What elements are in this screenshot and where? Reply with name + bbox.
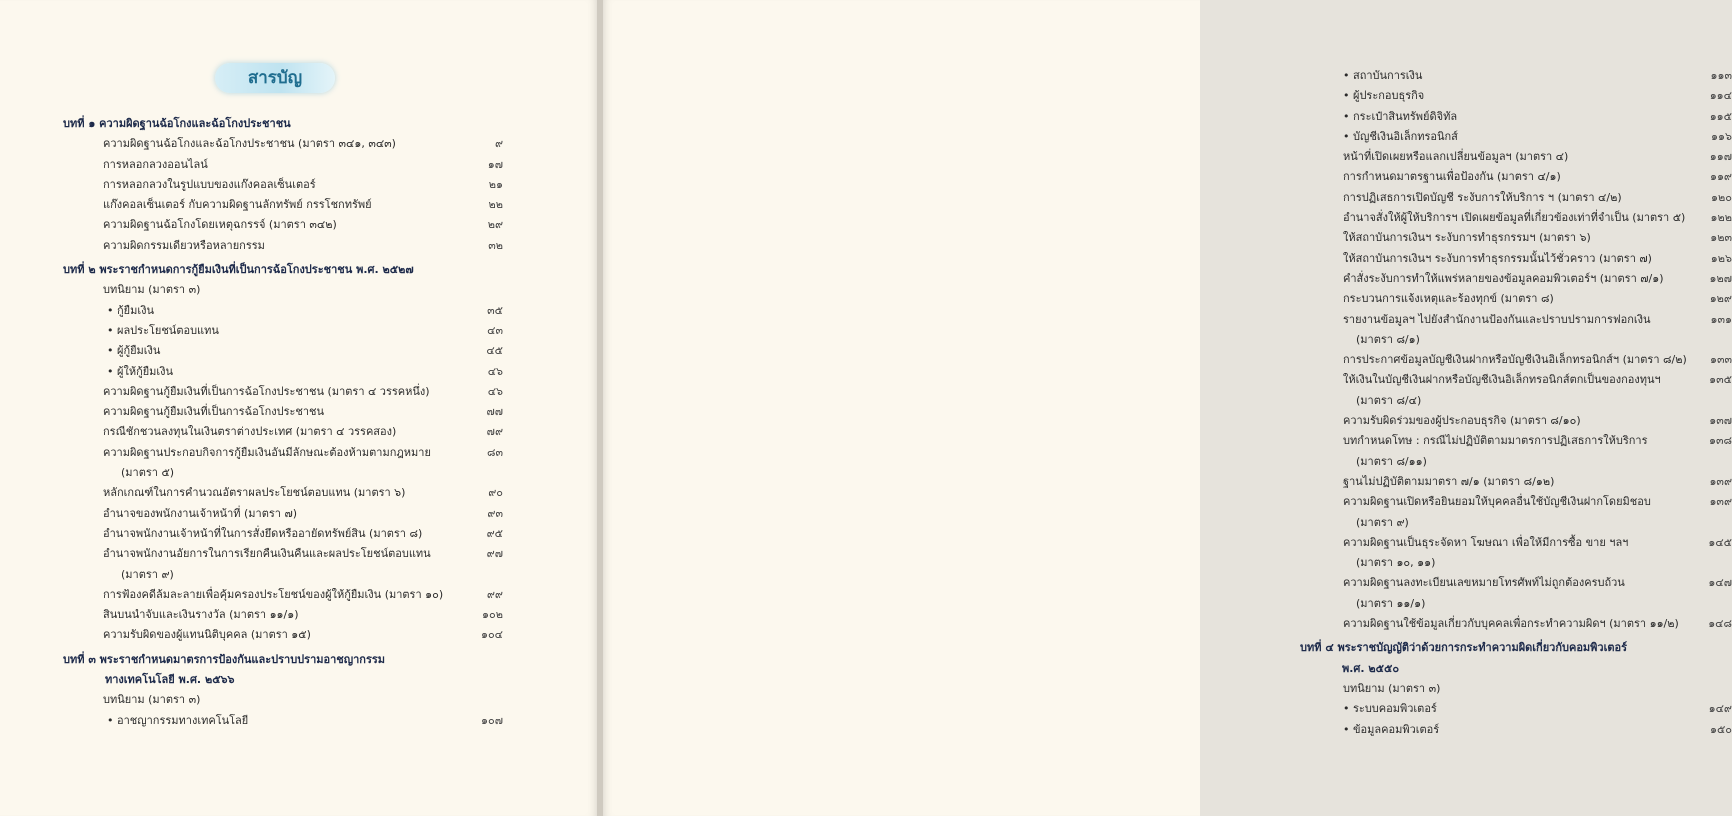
- toc-entry-page: ๑๒๙: [1709, 292, 1732, 306]
- toc-entry: [1300, 167, 1732, 187]
- toc-entry: [1300, 513, 1732, 533]
- toc-entry-title: บทนิยาม (มาตรา ๓): [103, 693, 201, 707]
- toc-entry: [1300, 66, 1732, 86]
- toc-entry: [63, 362, 503, 382]
- toc-entry-title: กระบวนการแจ้งเหตุและร้องทุกข์ (มาตรา ๘): [1343, 292, 1554, 306]
- toc-entry-title: ความผิดฐานใช้ข้อมูลเกี่ยวกับบุคคลเพื่อกระทำความผิดฯ (มาตรา ๑๑/๒): [1343, 617, 1679, 631]
- toc-entry-title: (มาตรา ๘/๔): [1356, 393, 1422, 407]
- toc-entry-title: ทางเทคโนโลยี พ.ศ. ๒๕๖๖: [105, 673, 235, 687]
- toc-entry-title: การกำหนดมาตรฐานเพื่อป้องกัน (มาตรา ๔/๑): [1343, 170, 1561, 184]
- toc-entry-title: รายงานข้อมูลฯ ไปยังสำนักงานป้องกันและปราบปรามการฟอกเงิน: [1343, 312, 1651, 326]
- toc-entry-page: ๓๕: [487, 303, 503, 317]
- toc-entry: [63, 585, 503, 605]
- toc-entry-page: ๑๒๓: [1710, 231, 1732, 245]
- toc-entry-title: ความรับผิดของผู้แทนนิติบุคคล (มาตรา ๑๕): [103, 628, 311, 642]
- toc-entry: [63, 155, 503, 175]
- toc-entry: [1300, 208, 1732, 228]
- toc-entry: [1300, 391, 1732, 411]
- toc-entry: [63, 195, 503, 215]
- toc-entry-page: ๑๗: [487, 157, 503, 171]
- toc-entry-title: ความผิดฐานกู้ยืมเงินที่เป็นการฉ้อโกงประชาชน: [103, 405, 325, 419]
- toc-entry-title: คำสั่งระงับการทำให้แพร่หลายของข้อมูลคอมพิวเตอร์ฯ (มาตรา ๗/๑): [1343, 271, 1664, 285]
- toc-entry-title: ความผิดฐานเปิดหรือยินยอมให้บุคคลอื่นใช้บัญชีเงินฝากโดยมิชอบ: [1343, 495, 1651, 509]
- toc-entry-title: สินบนนำจับและเงินรางวัล (มาตรา ๑๑/๑): [103, 608, 299, 622]
- left-page: [0, 0, 597, 816]
- toc-entry: [63, 711, 503, 731]
- toc-entry: [63, 134, 503, 154]
- toc-entry-title: อำนาจของพนักงานเจ้าหน้าที่ (มาตรา ๗): [103, 506, 298, 520]
- toc-entry-page: ๑๓๗: [1709, 414, 1732, 428]
- toc-entry-page: ๙๓: [487, 506, 503, 520]
- toc-entry-title: บทที่ ๔ พระราชบัญญัติว่าด้วยการกระทำความผิดเกี่ยวกับคอมพิวเตอร์: [1300, 641, 1628, 655]
- toc-entry-page: ๒๑: [488, 177, 503, 191]
- toc-entry: [63, 341, 503, 361]
- toc-entry: [63, 280, 503, 300]
- toc-entry-page: ๑๓๘: [1709, 434, 1732, 448]
- toc-entry: [63, 524, 503, 544]
- toc-chapter: [63, 114, 503, 134]
- toc-entry-title: • กระเป๋าสินทรัพย์ดิจิทัล: [1343, 107, 1696, 127]
- toc-entry: [1300, 330, 1732, 350]
- toc-entry-title: แก๊งคอลเซ็นเตอร์ กับความผิดฐานลักทรัพย์ กรรโชกทรัพย์: [103, 198, 372, 212]
- toc-entry: [63, 544, 503, 564]
- toc-entry-title: (มาตรา ๙): [121, 567, 174, 581]
- toc-entry-page: ๑๒๗: [1709, 271, 1732, 285]
- toc-entry: [1300, 573, 1732, 593]
- toc-entry: [63, 215, 503, 235]
- toc-entry: [63, 422, 503, 442]
- toc-entry-title: (มาตรา ๑๑/๑): [1356, 596, 1426, 610]
- toc-entry: [63, 690, 503, 710]
- toc-entry-page: ๑๓๙: [1709, 495, 1732, 509]
- toc-entry-title: • อาชญากรรมทางเทคโนโลยี: [107, 711, 467, 731]
- toc-entry: [1300, 350, 1732, 370]
- toc-entry-title: • บัญชีเงินอิเล็กทรอนิกส์: [1343, 127, 1696, 147]
- toc-entry: [1300, 269, 1732, 289]
- toc-entry-title: บทกำหนดโทษ : กรณีไม่ปฏิบัติตามมาตรการปฏิเสธการให้บริการ: [1343, 434, 1648, 448]
- toc-chapter: [1300, 638, 1732, 658]
- toc-entry: [63, 605, 503, 625]
- toc-entry: [63, 565, 503, 585]
- toc-entry-title: ความผิดฐานลงทะเบียนเลขหมายโทรศัพท์ไม่ถูกต้องครบถ้วน: [1343, 576, 1625, 590]
- toc-entry-title: การหลอกลวงในรูปแบบของแก๊งคอลเซ็นเตอร์: [103, 177, 316, 191]
- toc-entry-title: อำนาจพนักงานเจ้าหน้าที่ในการสั่งยึดหรืออายัดทรัพย์สิน (มาตรา ๘): [103, 526, 423, 540]
- toc-entry-title: บทที่ ๒ พระราชกำหนดการกู้ยืมเงินที่เป็นการฉ้อโกงประชาชน พ.ศ. ๒๕๒๗: [63, 263, 414, 277]
- toc-entry-title: การปฏิเสธการเปิดบัญชี ระงับการให้บริการ ฯ (มาตรา ๔/๒): [1343, 190, 1622, 204]
- toc-entry: [63, 625, 503, 645]
- toc-list-left: [63, 110, 503, 731]
- toc-entry-title: บทที่ ๑ ความผิดฐานฉ้อโกงและฉ้อโกงประชาชน: [63, 117, 291, 130]
- toc-entry-title: ความผิดฐานประกอบกิจการกู้ยืมเงินอันมีลักษณะต้องห้ามตามกฎหมาย: [103, 445, 431, 459]
- toc-entry-page: ๑๒๐: [1711, 190, 1732, 204]
- toc-entry: [1300, 679, 1732, 699]
- toc-entry-title: ความผิดฐานฉ้อโกงและฉ้อโกงประชาชน (มาตรา ๓๔๑, ๓๔๓): [103, 137, 396, 151]
- toc-entry: [1300, 127, 1732, 147]
- toc-chapter: [63, 670, 503, 690]
- toc-entry: [1300, 86, 1732, 106]
- toc-entry: [63, 443, 503, 463]
- toc-chapter: [63, 650, 503, 670]
- toc-entry-title: ความรับผิดร่วมของผู้ประกอบธุรกิจ (มาตรา ๘/๑๐): [1343, 414, 1581, 428]
- toc-entry: [1300, 472, 1732, 492]
- toc-entry-page: ๑๐๗: [481, 713, 503, 727]
- toc-entry-title: (มาตรา ๘/๑): [1356, 332, 1420, 346]
- toc-entry-title: ให้สถาบันการเงินฯ ระงับการทำธุรกรรมฯ (มาตรา ๖): [1343, 231, 1591, 245]
- toc-entry-title: พ.ศ. ๒๕๕๐: [1342, 661, 1400, 675]
- toc-entry: [1300, 699, 1732, 719]
- toc-chapter: [1300, 659, 1732, 679]
- toc-entry-page: ๗๙: [486, 425, 503, 439]
- toc-entry-page: ๑๒๖: [1710, 251, 1732, 265]
- toc-entry-title: อำนาจสั่งให้ผู้ให้บริการฯ เปิดเผยข้อมูลที่เกี่ยวข้องเท่าที่จำเป็น (มาตรา ๕): [1343, 211, 1686, 225]
- toc-entry-page: ๙๙: [486, 587, 503, 601]
- toc-entry-title: ให้เงินในบัญชีเงินฝากหรือบัญชีเงินอิเล็กทรอนิกส์ตกเป็นของกองทุนฯ: [1343, 373, 1661, 387]
- toc-entry-page: ๔๕: [486, 344, 503, 358]
- toc-entry: [63, 463, 503, 483]
- toc-entry-page: ๑๑๕: [1709, 109, 1732, 123]
- toc-entry-page: ๙๕: [486, 526, 503, 540]
- toc-entry-page: ๔๖: [487, 364, 503, 378]
- toc-entry-page: ๓๒: [488, 238, 503, 252]
- toc-entry-title: ความผิดฐานกู้ยืมเงินที่เป็นการฉ้อโกงประชาชน (มาตรา ๔ วรรคหนึ่ง): [103, 384, 430, 398]
- toc-entry-title: • ผู้ประกอบธุรกิจ: [1343, 86, 1696, 106]
- toc-entry-title: • ผลประโยชน์ตอบแทน: [107, 321, 467, 341]
- toc-entry-title: ความผิดกรรมเดียวหรือหลายกรรม: [103, 238, 265, 252]
- toc-entry-page: ๒๒: [488, 198, 503, 212]
- toc-entry-title: • ผู้กู้ยืมเงิน: [107, 341, 467, 361]
- toc-entry: [63, 236, 503, 256]
- toc-entry-page: ๗๗: [486, 405, 503, 419]
- toc-entry-page: ๙๗: [486, 547, 503, 561]
- toc-entry-title: (มาตรา ๕): [121, 466, 175, 480]
- toc-entry: [1300, 614, 1732, 634]
- toc-entry-page: ๑๑๓: [1710, 69, 1732, 82]
- toc-entry: [1300, 431, 1732, 451]
- toc-entry: [1300, 411, 1732, 431]
- toc-entry-title: หน้าที่เปิดเผยหรือแลกเปลี่ยนข้อมูลฯ (มาตรา ๔): [1343, 150, 1569, 164]
- toc-entry-page: ๑๓๓: [1709, 353, 1732, 367]
- toc-entry: [63, 504, 503, 524]
- toc-entry-title: การฟ้องคดีล้มละลายเพื่อคุ้มครองประโยชน์ของผู้ให้กู้ยืมเงิน (มาตรา ๑๐): [103, 587, 444, 601]
- toc-entry-title: หลักเกณฑ์ในการคำนวณอัตราผลประโยชน์ตอบแทน (มาตรา ๖): [103, 486, 406, 500]
- toc-entry-title: • กู้ยืมเงิน: [107, 301, 467, 321]
- toc-entry: [1300, 720, 1732, 740]
- toc-entry: [1300, 147, 1732, 167]
- toc-entry-page: ๘๓: [486, 445, 503, 459]
- toc-entry: [1300, 188, 1732, 208]
- toc-entry: [1300, 533, 1732, 553]
- toc-entry: [1300, 228, 1732, 248]
- toc-entry: [1300, 553, 1732, 573]
- toc-entry-page: ๔๖: [487, 384, 503, 398]
- toc-title: สารบัญ: [215, 63, 335, 93]
- toc-entry: [63, 301, 503, 321]
- toc-entry-title: การหลอกลวงออนไลน์: [103, 157, 208, 171]
- toc-entry: [1300, 310, 1732, 330]
- toc-entry-page: ๑๔๕: [1708, 535, 1732, 549]
- toc-entry-title: ฐานไม่ปฏิบัติตามมาตรา ๗/๑ (มาตรา ๘/๑๒): [1343, 474, 1555, 488]
- toc-entry-page: ๑๑๗: [1709, 150, 1732, 164]
- toc-entry-title: • ข้อมูลคอมพิวเตอร์: [1343, 720, 1696, 740]
- toc-entry-title: ความผิดฐานเป็นธุระจัดหา โฆษณา เพื่อให้มีการซื้อ ขาย ฯลฯ: [1343, 535, 1629, 549]
- toc-entry: [1300, 370, 1732, 390]
- toc-entry-page: ๙๐: [488, 486, 503, 500]
- toc-entry: [1300, 452, 1732, 472]
- toc-entry: [1300, 249, 1732, 269]
- toc-entry: [63, 483, 503, 503]
- toc-entry-title: • สถาบันการเงิน: [1343, 66, 1696, 86]
- toc-entry-title: • ระบบคอมพิวเตอร์: [1343, 699, 1696, 719]
- toc-entry-page: ๑๕๐: [1709, 722, 1732, 736]
- toc-entry: [1300, 289, 1732, 309]
- toc-chapter: [63, 260, 503, 280]
- toc-entry-title: (มาตรา ๙): [1356, 515, 1409, 529]
- toc-entry-page: ๑๓๑: [1710, 312, 1732, 326]
- toc-entry: [63, 321, 503, 341]
- toc-entry-page: ๑๔๗: [1708, 576, 1732, 590]
- toc-entry-page: ๒๙: [487, 218, 503, 232]
- toc-entry: [63, 175, 503, 195]
- toc-entry-title: (มาตรา ๑๐, ๑๑): [1356, 556, 1436, 570]
- toc-list-right: [1300, 66, 1732, 740]
- toc-entry-page: ๑๓๙: [1709, 474, 1732, 488]
- toc-entry-page: ๑๑๔: [1709, 89, 1732, 103]
- toc-entry-page: ๑๔๘: [1708, 617, 1732, 631]
- toc-entry-page: ๑๔๙: [1708, 702, 1732, 716]
- toc-entry-title: บทนิยาม (มาตรา ๓): [1343, 681, 1441, 695]
- toc-entry-page: ๑๒๒: [1710, 211, 1732, 225]
- toc-entry: [63, 402, 503, 422]
- toc-entry-page: ๑๑๙: [1709, 170, 1732, 184]
- toc-entry: [1300, 492, 1732, 512]
- toc-entry: [1300, 594, 1732, 614]
- toc-entry-title: ความผิดฐานฉ้อโกงโดยเหตุฉกรรจ์ (มาตรา ๓๔๒): [103, 218, 337, 232]
- toc-entry-title: บทที่ ๓ พระราชกำหนดมาตรการป้องกันและปราบปรามอาชญากรรม: [63, 652, 386, 666]
- right-page: [603, 0, 1732, 816]
- toc-entry: [1300, 107, 1732, 127]
- toc-entry-title: บทนิยาม (มาตรา ๓): [103, 283, 201, 297]
- toc-entry-title: ให้สถาบันการเงินฯ ระงับการทำธุรกรรมนั้นไว้ชั่วคราว (มาตรา ๗): [1343, 251, 1652, 265]
- toc-entry-page: ๑๐๔: [480, 628, 503, 642]
- toc-entry-title: อำนาจพนักงานอัยการในการเรียกคืนเงินคืนและผลประโยชน์ตอบแทน: [103, 547, 431, 561]
- toc-entry: [63, 382, 503, 402]
- toc-entry-title: กรณีชักชวนลงทุนในเงินตราต่างประเทศ (มาตรา ๔ วรรคสอง): [103, 425, 397, 439]
- toc-entry-page: ๑๑๖: [1711, 129, 1732, 143]
- toc-entry-page: ๔๓: [487, 323, 503, 337]
- toc-entry-title: (มาตรา ๘/๑๑): [1356, 454, 1427, 468]
- toc-entry-page: ๑๐๒: [482, 608, 503, 622]
- toc-entry-title: การประกาศข้อมูลบัญชีเงินฝากหรือบัญชีเงินอิเล็กทรอนิกส์ฯ (มาตรา ๘/๒): [1343, 353, 1687, 367]
- toc-entry-page: ๑๓๕: [1709, 373, 1732, 387]
- toc-entry-page: ๙: [494, 137, 503, 151]
- toc-entry-title: • ผู้ให้กู้ยืมเงิน: [107, 362, 467, 382]
